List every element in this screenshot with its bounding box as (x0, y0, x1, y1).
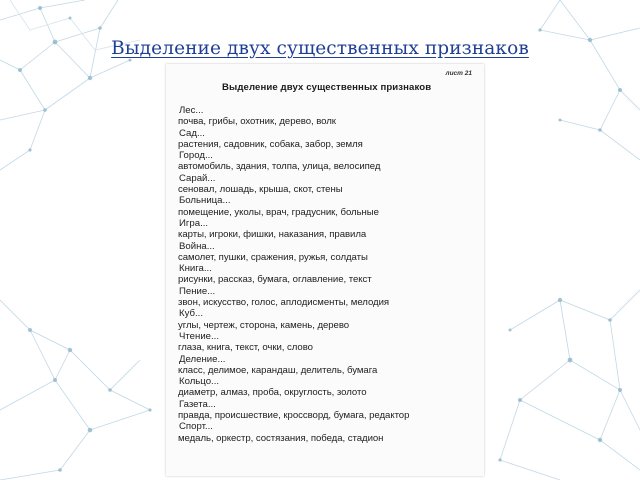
task-words: диаметр, алмаз, проба, округлость, золото (178, 387, 367, 399)
task-title: Сарай... (179, 172, 216, 184)
task-item (166, 105, 484, 128)
task-item (166, 421, 484, 444)
task-list (166, 105, 484, 444)
task-words: растения, садовник, собака, забор, земля (178, 138, 363, 150)
task-title: Город... (179, 150, 213, 162)
task-title: Пение... (179, 285, 216, 297)
task-title: Лес... (179, 105, 204, 116)
slide-title: Выделение двух существенных признаков (111, 38, 529, 59)
task-title: Сад... (179, 127, 205, 139)
task-item (166, 218, 484, 241)
task-title: Спорт... (179, 421, 213, 433)
task-words: медаль, оркестр, состязания, победа, стадион (178, 432, 384, 444)
task-title: Чтение... (179, 330, 220, 342)
worksheet-heading: Выделение двух существенных признаков (222, 82, 432, 93)
task-item (166, 331, 484, 354)
task-item (166, 195, 484, 218)
task-item (166, 173, 484, 196)
task-words: автомобиль, здания, толпа, улица, велосипед (178, 161, 381, 173)
task-item (166, 150, 484, 173)
task-item (166, 354, 484, 377)
task-item (166, 263, 484, 286)
task-words: самолет, пушки, сражения, ружья, солдаты (178, 251, 368, 263)
worksheet-image (166, 64, 484, 476)
task-item (166, 308, 484, 331)
task-item (166, 376, 484, 399)
task-words: углы, чертеж, сторона, камень, дерево (178, 319, 350, 331)
task-item (166, 399, 484, 422)
task-item (166, 286, 484, 309)
task-words: звон, искусство, голос, аплодисменты, мелодия (178, 297, 390, 309)
task-words: почва, грибы, охотник, дерево, волк (178, 116, 336, 128)
sheet-number-label: лист 21 (445, 70, 472, 77)
task-title: Газета... (179, 398, 216, 410)
task-title: Книга... (179, 263, 212, 275)
task-words: рисунки, рассказ, бумага, оглавление, текст (178, 274, 372, 286)
task-title: Больница... (179, 195, 231, 207)
task-words: сеновал, лошадь, крыша, скот, стены (178, 184, 343, 196)
task-words: помещение, уколы, врач, градусник, больные (178, 206, 379, 218)
task-item (166, 241, 484, 264)
task-words: класс, делимое, карандаш, делитель, бумага (178, 364, 378, 376)
task-title: Деление... (179, 353, 226, 365)
task-title: Война... (179, 240, 215, 252)
task-words: глаза, книга, текст, очки, слово (178, 342, 313, 354)
task-title: Куб... (179, 308, 203, 320)
task-title: Кольцо... (179, 376, 220, 388)
task-title: Игра... (179, 217, 209, 229)
task-words: карты, игроки, фишки, наказания, правила (178, 229, 367, 241)
task-words: правда, происшествие, кроссворд, бумага, редактор (178, 410, 410, 422)
task-item (166, 128, 484, 151)
